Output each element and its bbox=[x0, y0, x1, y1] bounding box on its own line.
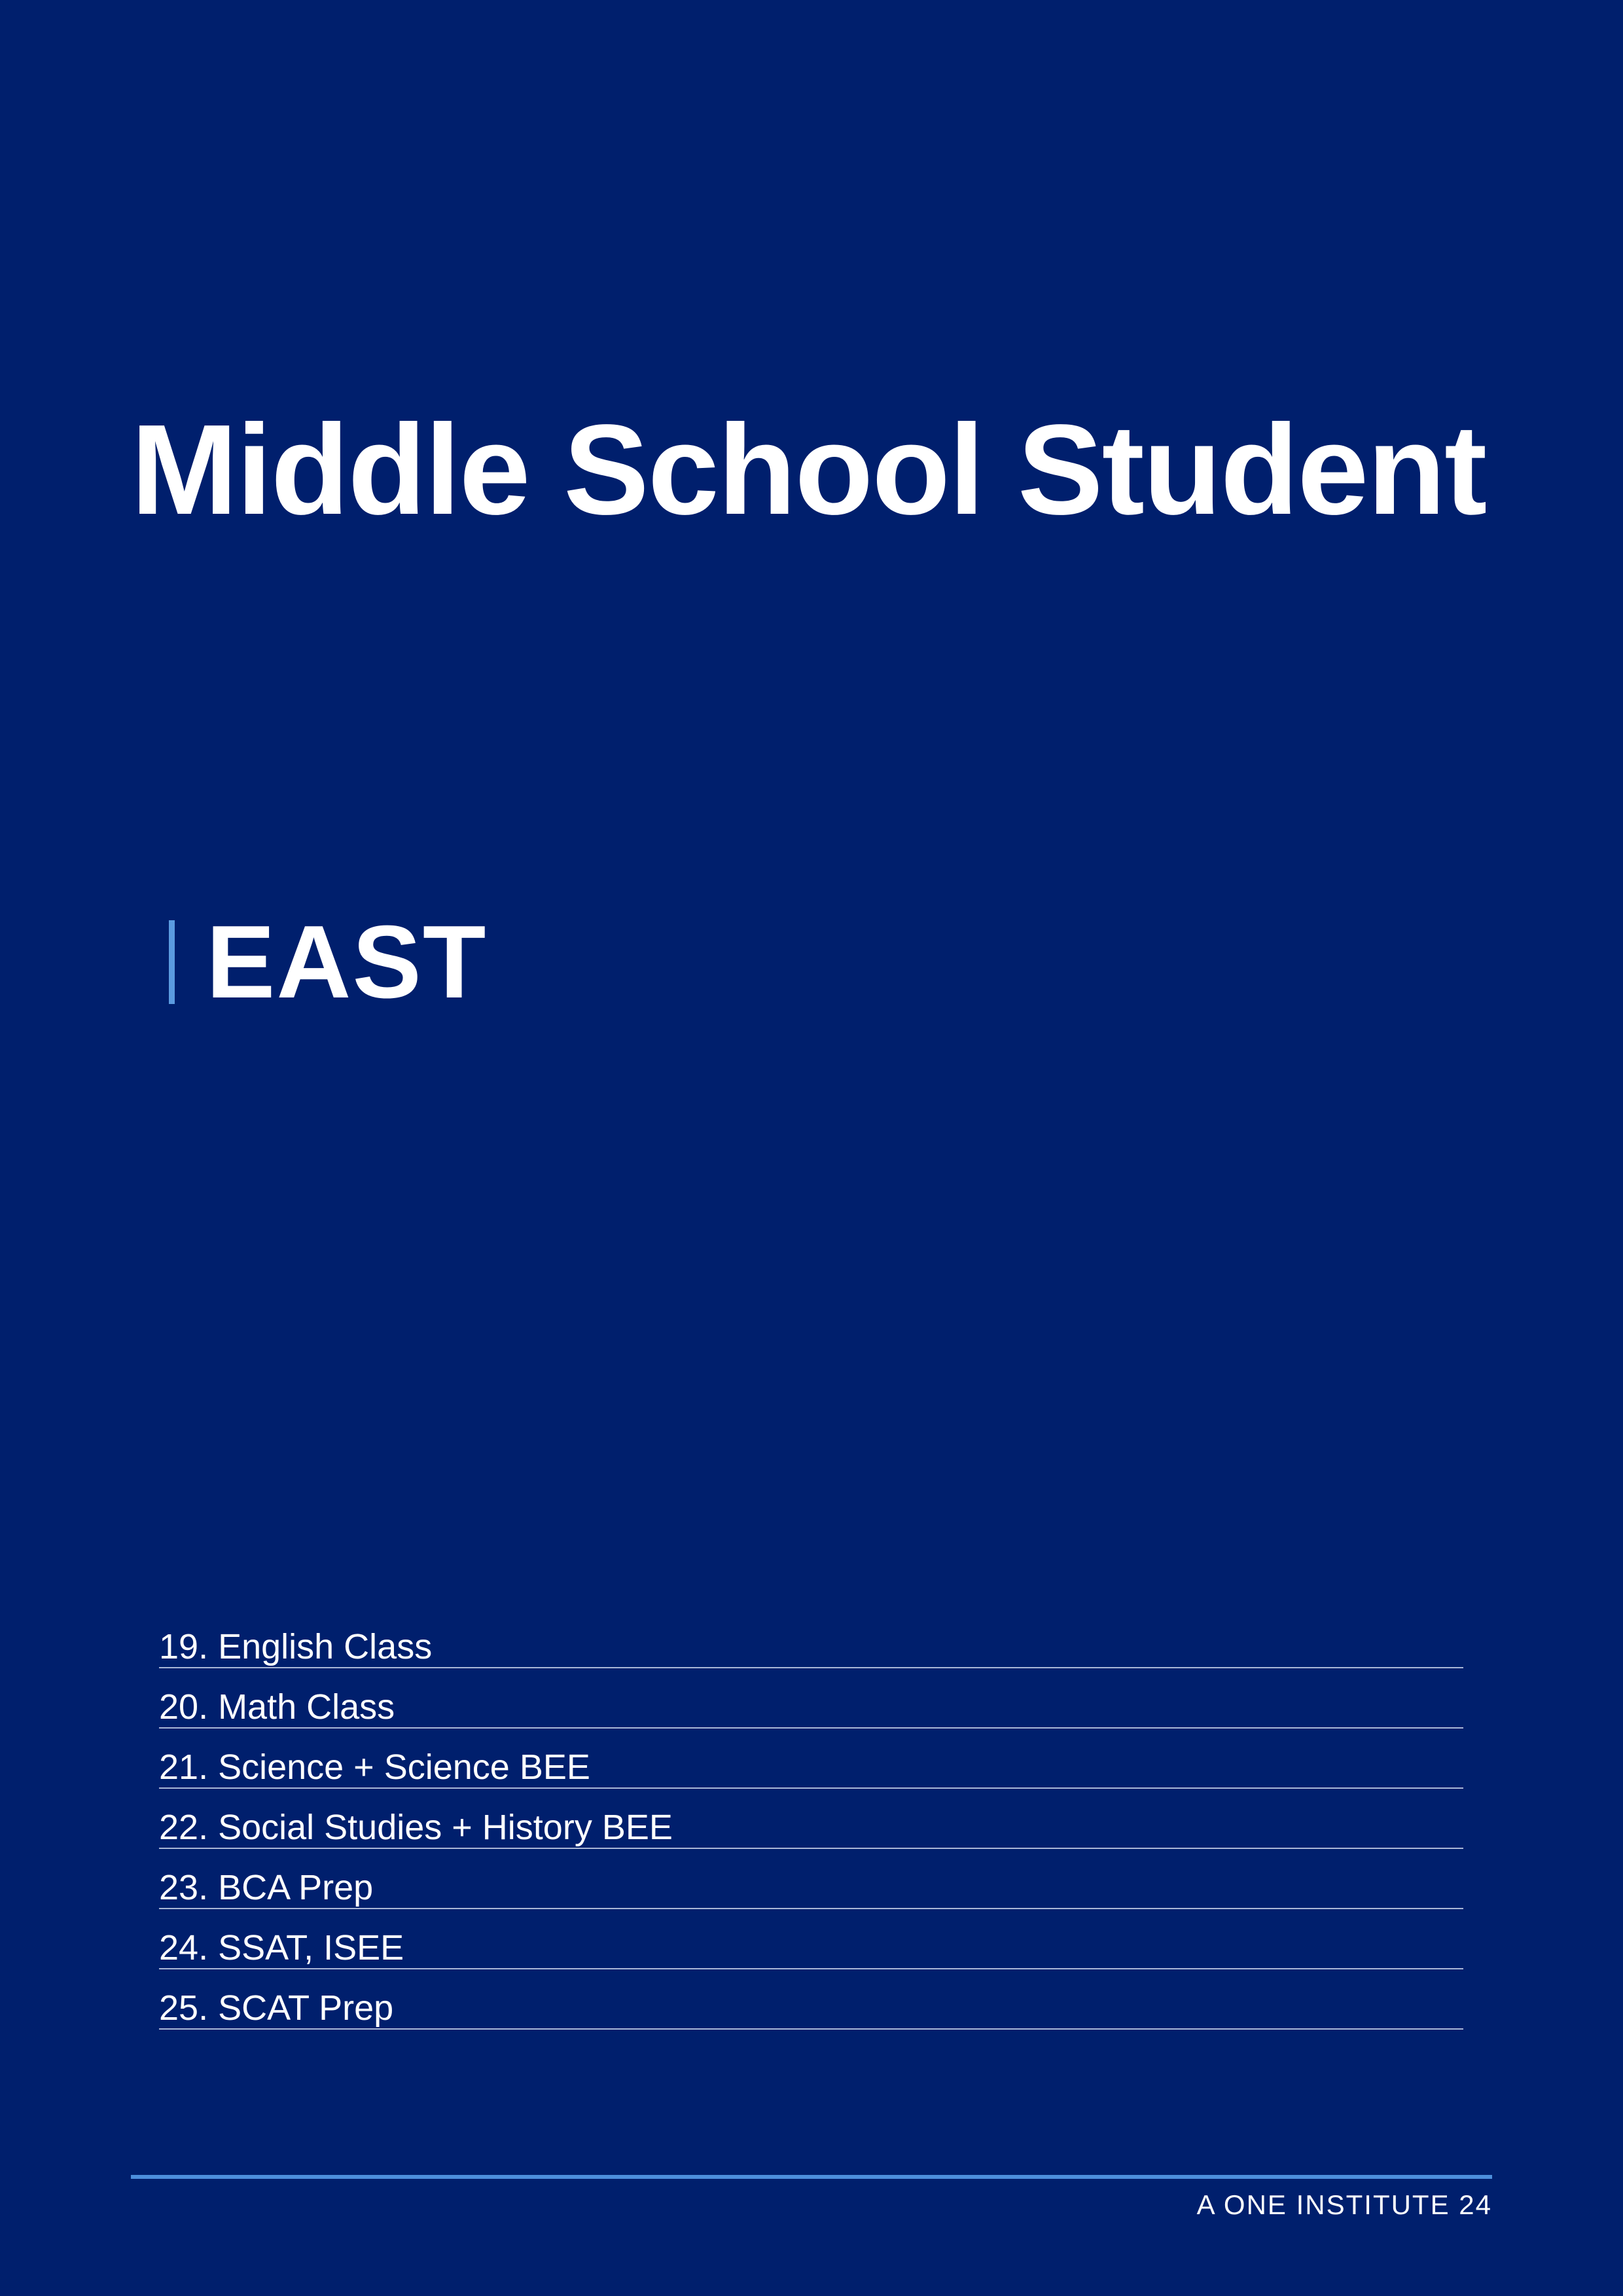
toc-item-math[interactable]: 20. Math Class bbox=[159, 1670, 1463, 1729]
toc-item-social-studies[interactable]: 22. Social Studies + History BEE bbox=[159, 1791, 1463, 1849]
toc-item-ssat-isee[interactable]: 24. SSAT, ISEE bbox=[159, 1911, 1463, 1969]
footer-divider bbox=[131, 2175, 1492, 2179]
section-heading bbox=[169, 905, 488, 1020]
footer-page-label: A ONE INSTITUTE 24 bbox=[1196, 2189, 1492, 2220]
section-accent-bar bbox=[169, 920, 175, 1004]
table-of-contents bbox=[159, 1610, 1463, 2030]
toc-item-scat-prep[interactable]: 25. SCAT Prep bbox=[159, 1971, 1463, 2030]
toc-item-english[interactable]: 19. English Class bbox=[159, 1610, 1463, 1668]
toc-item-science[interactable]: 21. Science + Science BEE bbox=[159, 1731, 1463, 1789]
toc-item-bca-prep[interactable]: 23. BCA Prep bbox=[159, 1851, 1463, 1909]
section-label: EAST bbox=[206, 905, 488, 1020]
page-title: Middle School Student bbox=[131, 398, 1486, 541]
